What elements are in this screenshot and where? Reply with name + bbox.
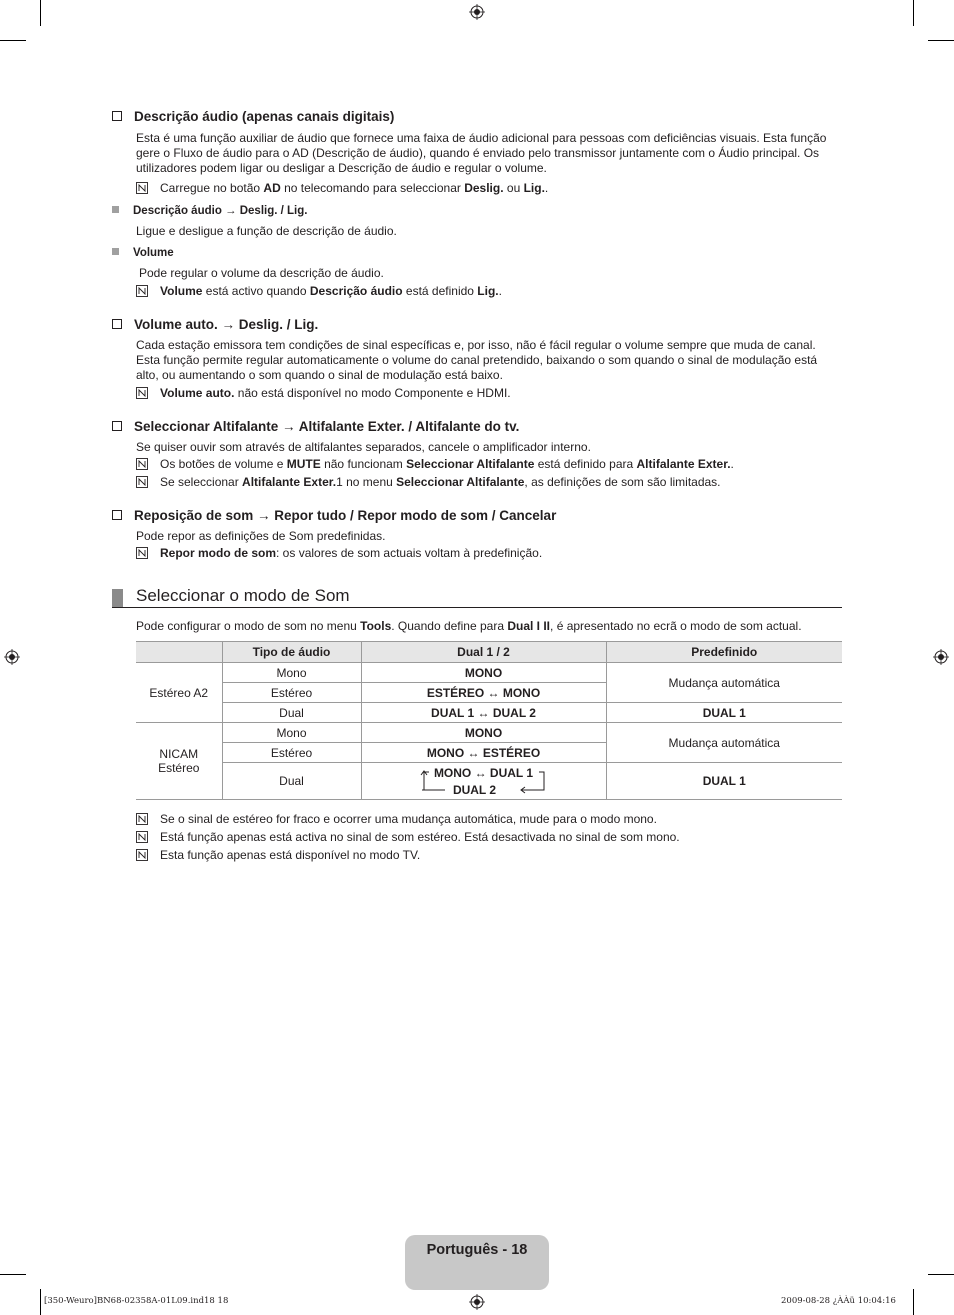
note-text: . <box>544 181 549 195</box>
note-icon <box>136 458 148 470</box>
table-cell: MONO ↔ ESTÉREO <box>361 743 606 763</box>
note-text: no telecomando para seleccionar <box>280 181 465 195</box>
section-title-text: Seleccionar Altifalante → Altifalante Exter. / Altifalante do tv. <box>134 419 520 434</box>
table-cell: Mono <box>222 723 361 743</box>
print-slug-right: 2009-08-28 ¿ÀÀü 10:04:16 <box>781 1296 896 1306</box>
note-text: está definido para <box>534 457 637 471</box>
crop-mark <box>928 1274 954 1275</box>
note-icon <box>136 849 148 861</box>
note-text: Carregue no botão <box>160 181 264 195</box>
checkbox-icon <box>112 319 122 329</box>
table-header-cell: Dual 1 / 2 <box>361 642 606 663</box>
note-bold: MUTE <box>286 457 321 471</box>
note-text: não funcionam <box>320 457 407 471</box>
note-text: Esta função apenas está disponível no modo TV. <box>160 848 421 862</box>
table-cell: Mono <box>222 663 361 683</box>
table-cell: MONO <box>361 723 606 743</box>
crop-mark <box>913 1289 914 1315</box>
note-bold: AD <box>263 181 281 195</box>
group-label: Estéreo <box>158 761 200 775</box>
subsection-heading <box>112 246 174 261</box>
section-title <box>112 419 519 435</box>
heading-bar-icon <box>112 589 123 608</box>
table-cell: Dual <box>222 703 361 723</box>
intro-text: . Quando define para <box>391 619 508 633</box>
section-title <box>112 317 318 333</box>
heading-rule <box>112 607 842 608</box>
table-row <box>136 663 842 683</box>
table-cell <box>361 763 606 800</box>
note-icon <box>136 182 148 194</box>
table-row <box>136 703 842 723</box>
intro-paragraph <box>136 619 842 634</box>
table-group-cell: Estéreo A2 <box>136 663 222 723</box>
subsection-heading <box>112 204 307 219</box>
registration-mark-icon <box>469 1294 485 1310</box>
registration-mark-icon <box>933 649 949 665</box>
table-cell: MONO <box>361 663 606 683</box>
table-cell: Mudança automática <box>606 723 842 763</box>
note-icon <box>136 476 148 488</box>
table-row <box>136 763 842 800</box>
note-bold: Lig. <box>523 181 545 195</box>
subsection-body: Ligue e desligue a função de descrição de áudio. <box>136 224 397 238</box>
section-body: Esta é uma função auxiliar de áudio que fornece uma faixa de áudio adicional para pessoas com deficiências visuais. Esta função gere o Fluxo de áudio para o AD (Descrição de áudio), quando é enviado pelo transmissor juntamente com o Áudio principal. Os utilizadores podem ligar ou desligar a Descrição de áudio e regular o volume. <box>136 131 827 175</box>
note-icon <box>136 547 148 559</box>
note-text: : os valores de som actuais voltam à predefinição. <box>276 546 543 560</box>
table-cell: Mudança automática <box>606 663 842 703</box>
table-header-row <box>136 642 842 663</box>
table-header-cell <box>136 642 222 663</box>
table-header-cell: Tipo de áudio <box>222 642 361 663</box>
table-cell: ESTÉREO ↔ MONO <box>361 683 606 703</box>
checkbox-icon <box>112 421 122 431</box>
sound-mode-table <box>136 641 842 800</box>
note-bold: Lig. <box>477 284 499 298</box>
note-bold: Seleccionar Altifalante <box>396 475 525 489</box>
square-bullet-icon <box>112 206 119 213</box>
registration-mark-icon <box>469 4 485 20</box>
note-text: . <box>730 457 734 471</box>
section-title <box>112 508 556 524</box>
crop-mark <box>0 1274 26 1275</box>
table-cell: DUAL 1 <box>606 703 842 723</box>
note-text: Os botões de volume e <box>160 457 287 471</box>
table-row <box>136 723 842 743</box>
crop-mark <box>928 40 954 41</box>
note-icon <box>136 285 148 297</box>
subsection-heading-text: Descrição áudio → Deslig. / Lig. <box>133 205 308 217</box>
subsection-heading-text: Volume <box>133 247 174 259</box>
note-bold: Altifalante Exter. <box>636 457 731 471</box>
note-text: Se o sinal de estéreo for fraco e ocorrer uma mudança automática, mude para o modo mono. <box>160 812 657 826</box>
note-text: , as definições de som são limitadas. <box>524 475 721 489</box>
note-text: 1 no menu <box>336 475 397 489</box>
note-bold: Repor modo de som <box>160 546 277 560</box>
note-bold: Descrição áudio <box>309 284 403 298</box>
note-bold: Volume auto. <box>160 386 235 400</box>
subsection-body: Pode regular o volume da descrição de áudio. <box>139 266 384 280</box>
note-bold: Altifalante Exter. <box>242 475 337 489</box>
note-bold: Deslig. <box>464 181 504 195</box>
square-bullet-icon <box>112 248 119 255</box>
note-text: Se seleccionar <box>160 475 243 489</box>
note-bold: Seleccionar Altifalante <box>406 457 535 471</box>
group-label: NICAM <box>159 747 199 761</box>
section-body: Pode repor as definições de Som predefinidas. <box>136 529 386 543</box>
section-body: Se quiser ouvir som através de altifalantes separados, cancele o amplificador interno. <box>136 440 591 454</box>
page-number-label: Português - 18 <box>426 1242 528 1258</box>
section-title <box>112 109 394 125</box>
table-group-cell <box>136 723 222 800</box>
note-text: está definido <box>402 284 478 298</box>
section-title-text: Volume auto. → Deslig. / Lig. <box>134 317 319 332</box>
note-text: está activo quando <box>202 284 310 298</box>
table-cell: DUAL 1 ↔ DUAL 2 <box>361 703 606 723</box>
table-cell: DUAL 1 <box>606 763 842 800</box>
table-cell: Estéreo <box>222 743 361 763</box>
note-icon <box>136 831 148 843</box>
note-text: Está função apenas está activa no sinal de som estéreo. Está desactivada no sinal de som mono. <box>160 830 680 844</box>
table-header-cell: Predefinido <box>606 642 842 663</box>
crop-mark <box>40 0 41 26</box>
section-title-text: Reposição de som → Repor tudo / Repor modo de som / Cancelar <box>134 508 557 523</box>
crop-mark <box>40 1289 41 1315</box>
intro-bold: Tools <box>360 619 392 633</box>
note-text: . <box>498 284 502 298</box>
note-icon <box>136 387 148 399</box>
cycle-line1: MONO ↔ DUAL 1 <box>433 766 534 780</box>
print-slug-left: [350-Weuro]BN68-02358A-01L09.ind18 18 <box>44 1296 229 1306</box>
checkbox-icon <box>112 111 122 121</box>
note-text: ou <box>503 181 524 195</box>
registration-mark-icon <box>4 649 20 665</box>
crop-mark <box>0 40 26 41</box>
note-icon <box>136 813 148 825</box>
intro-text: , é apresentado no ecrã o modo de som actual. <box>550 619 802 633</box>
table-cell: Estéreo <box>222 683 361 703</box>
intro-bold: Dual I II <box>507 619 551 633</box>
note-text: não está disponível no modo Componente e HDMI. <box>234 386 511 400</box>
section-title-text: Descrição áudio (apenas canais digitais) <box>134 109 395 124</box>
table-cell: Dual <box>222 763 361 800</box>
page-heading: Seleccionar o modo de Som <box>136 586 350 605</box>
cycle-line2: DUAL 2 <box>452 783 497 797</box>
intro-text: Pode configurar o modo de som no menu <box>136 619 361 633</box>
section-body: Cada estação emissora tem condições de sinal específicas e, por isso, não é fácil regular o volume sempre que muda de canal. Esta função permite regular automaticamente o volume do canal pretendido, baixando o som quando o sinal de modulação está alto, ou aumentando o som quando o sinal de modulação está baixo. <box>136 338 818 382</box>
note-bold: Volume <box>160 284 203 298</box>
crop-mark <box>913 0 914 26</box>
checkbox-icon <box>112 510 122 520</box>
